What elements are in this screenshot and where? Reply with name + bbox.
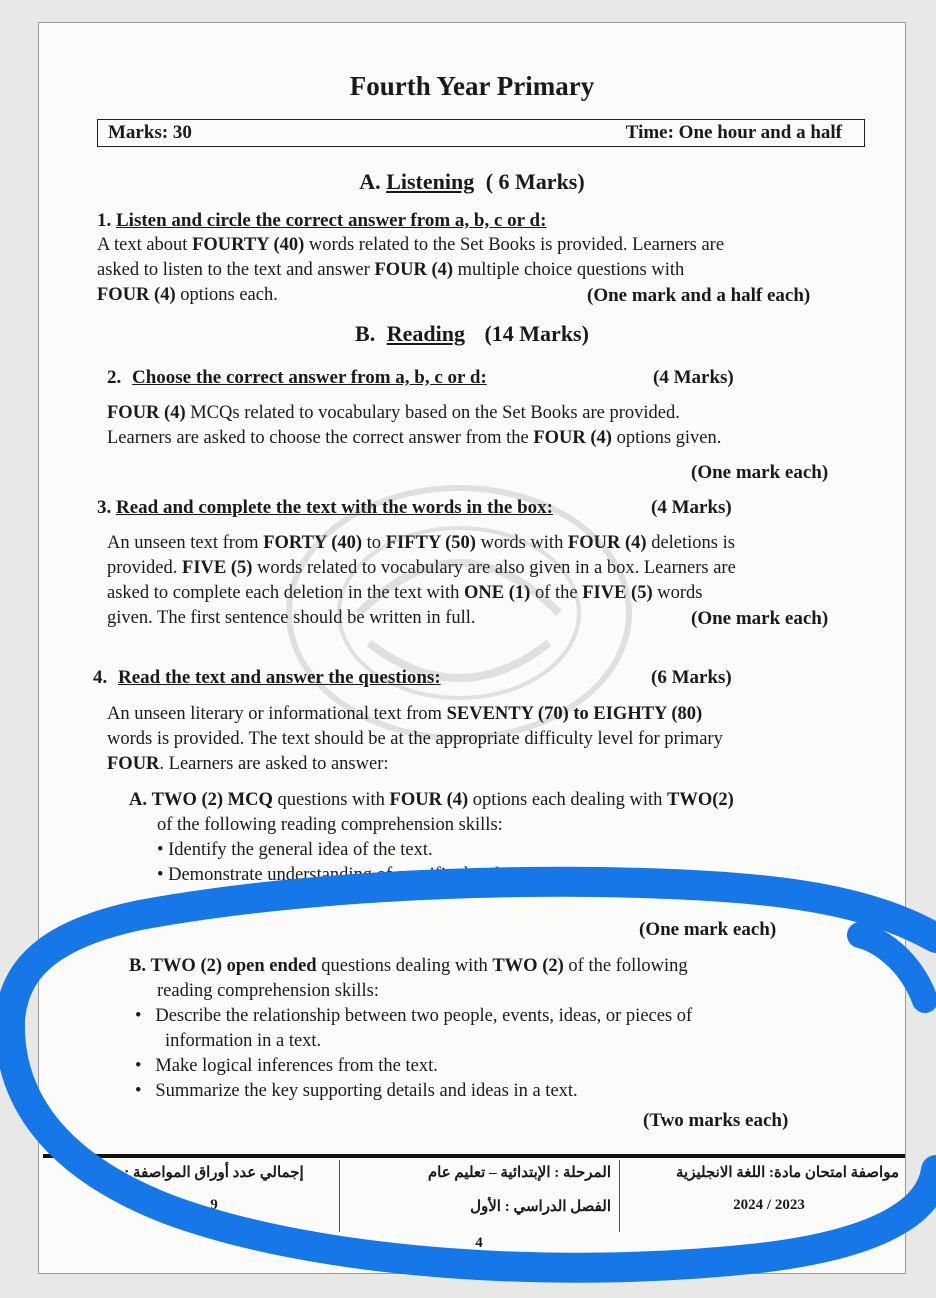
footer-term: الفصل الدراسي : الأول [470, 1199, 611, 1215]
text-segment: provided. [107, 558, 183, 578]
q2-line2 [107, 426, 857, 451]
q3-mark: (One mark each) [691, 608, 829, 629]
text-segment: asked to complete each deletion in the text with [107, 583, 465, 603]
text-segment: FOUR (4) [389, 790, 469, 810]
q2-mark: (One mark each) [691, 462, 829, 483]
text-segment: FORTY (40) [263, 533, 363, 553]
q4b-bullet-1-cont: information in a text. [165, 1031, 322, 1051]
text-segment: questions with [272, 790, 390, 810]
section-a-marks: ( 6 Marks) [485, 169, 585, 194]
text-segment: FOUR (4) [533, 428, 612, 448]
q4b-bullet-3: • Summarize the key supporting details and ideas in a text. [135, 1081, 578, 1101]
text-segment: MCQs related to vocabulary based on the Set Books are provided. [185, 403, 680, 423]
text-segment: Identify the general idea of the text. [168, 840, 433, 860]
q4-heading-text: Read the text and answer the questions: [118, 667, 441, 688]
q3-number: 3. [97, 497, 112, 518]
text-segment: TWO(2) [667, 790, 734, 810]
text-segment: questions dealing with [316, 956, 493, 976]
q4a-mark: (One mark each) [639, 919, 777, 940]
q4-marks: (6 Marks) [651, 667, 732, 688]
text-segment: words related to vocabulary are also given in a box. Learners are [252, 558, 736, 578]
footer-total-value: 9 [210, 1197, 218, 1213]
text-segment: words [652, 583, 703, 603]
q2-body [107, 401, 857, 451]
q4a-bullet-2: • Demonstrate understanding of specific details in a text. [157, 865, 577, 885]
text-segment: SEVENTY (70) to EIGHTY (80) [446, 704, 703, 724]
q4b-line2: reading comprehension skills: [157, 981, 379, 1001]
text-segment: FOUR (4) [107, 403, 186, 423]
q2-number: 2. [107, 367, 122, 388]
time-label: Time: One hour and a half [625, 122, 842, 143]
text-segment: FOUR (4) [567, 533, 647, 553]
q4-line1 [107, 702, 857, 727]
text-segment: TWO (2) [492, 956, 564, 976]
text-segment: FIVE (5) [582, 583, 653, 603]
q4-line3 [107, 752, 857, 777]
section-b-name: Reading [386, 321, 465, 346]
text-segment: An unseen text from [107, 533, 264, 553]
text-segment: Demonstrate understanding of specific details in a text. [168, 865, 577, 885]
text-segment: . Learners are asked to answer: [159, 754, 389, 774]
text-segment: TWO (2) MCQ [151, 790, 273, 810]
text-segment: An unseen literary or informational text from [107, 704, 447, 724]
exam-page [38, 22, 906, 1274]
text-segment: TWO (2) open ended [150, 956, 317, 976]
footer-total-label: إجمالي عدد أوراق المواصفة : [124, 1165, 304, 1181]
text-segment: to [362, 533, 386, 553]
q2-heading [107, 367, 487, 389]
q4-part-a [129, 788, 859, 888]
text-segment: Summarize the key supporting details and ideas in a text. [155, 1081, 578, 1101]
q1-number: 1. [97, 210, 112, 231]
q4-body [107, 702, 857, 777]
text-segment: given. The first sentence should be written in full. [107, 608, 476, 628]
footer-rule [43, 1154, 905, 1158]
q3-heading-text: Read and complete the text with the words in the box: [116, 497, 553, 518]
q1-heading-text: Listen and circle the correct answer from a, b, c or d: [116, 210, 547, 231]
marks-label: Marks: 30 [108, 122, 192, 143]
footer-subject: مواصفة امتحان مادة: اللغة الانجليزية [675, 1165, 899, 1181]
q1-line3 [97, 283, 857, 308]
text-segment: ONE (1) [464, 583, 531, 603]
text-segment: A text about [97, 235, 193, 255]
q4b-mark: (Two marks each) [643, 1110, 789, 1131]
q1-line2: asked to listen to the text and answer FOUR (4) multiple choice questions with [97, 260, 685, 280]
section-a-letter: A. [359, 169, 381, 194]
text-segment: FOUR (4) [97, 285, 176, 305]
text-segment: words related to the Set Books is provided. Learners are [304, 235, 725, 255]
footer-divider-2 [619, 1160, 620, 1232]
q4-line2: words is provided. The text should be at the appropriate difficulty level for primary [107, 729, 723, 749]
q4b-line1 [129, 954, 859, 979]
text-segment: Describe the relationship between two people, events, ideas, or pieces of [155, 1006, 693, 1026]
q4a-line1 [129, 788, 859, 813]
page-number: 4 [475, 1235, 483, 1251]
text-segment: Learners are asked to choose the correct answer from the [107, 428, 534, 448]
q1-mark: (One mark and a half each) [587, 285, 811, 306]
marks-time-box [97, 119, 865, 147]
section-b-marks: (14 Marks) [484, 321, 589, 346]
section-a-heading [39, 169, 905, 195]
q4-number: 4. [93, 667, 108, 688]
q3-marks: (4 Marks) [651, 497, 732, 518]
q4b-bullet-1: • Describe the relationship between two people, events, ideas, or pieces of [135, 1006, 693, 1026]
text-segment: of the following [563, 956, 688, 976]
text-segment: FOURTY (40) [192, 235, 305, 255]
q2-marks: (4 Marks) [653, 367, 734, 388]
text-segment: options each dealing with [468, 790, 667, 810]
section-b-letter: B. [355, 321, 376, 346]
text-segment: FOUR [107, 754, 160, 774]
q4a-line2: of the following reading comprehension skills: [157, 815, 503, 835]
q4b-bullet-2: • Make logical inferences from the text. [135, 1056, 438, 1076]
q1-heading [97, 210, 546, 232]
q4-heading [93, 667, 441, 689]
q1-body [97, 233, 857, 308]
text-segment: FIFTY (50) [385, 533, 476, 553]
section-b-heading [39, 321, 905, 347]
text-segment: options given. [611, 428, 722, 448]
q4-part-b [129, 954, 859, 1104]
text-segment: words with [475, 533, 568, 553]
footer-divider-1 [339, 1160, 340, 1232]
q2-heading-text: Choose the correct answer from a, b, c or d: [132, 367, 487, 388]
page-title: Fourth Year Primary [349, 71, 595, 101]
text-segment: deletions is [646, 533, 735, 553]
text-segment: FIVE (5) [182, 558, 253, 578]
text-segment: B. [129, 956, 146, 976]
text-segment: options each. [175, 285, 278, 305]
footer-year: 2024 / 2023 [733, 1197, 805, 1213]
section-a-name: Listening [386, 169, 475, 194]
text-segment: of the [530, 583, 583, 603]
q4a-bullet-1: • Identify the general idea of the text. [157, 840, 433, 860]
q2-line1 [107, 401, 857, 426]
q1-line1 [97, 233, 857, 258]
footer-stage: المرحلة : الإبتدائية – تعليم عام [427, 1165, 611, 1181]
text-segment: A. [129, 790, 147, 810]
text-segment: Make logical inferences from the text. [155, 1056, 438, 1076]
